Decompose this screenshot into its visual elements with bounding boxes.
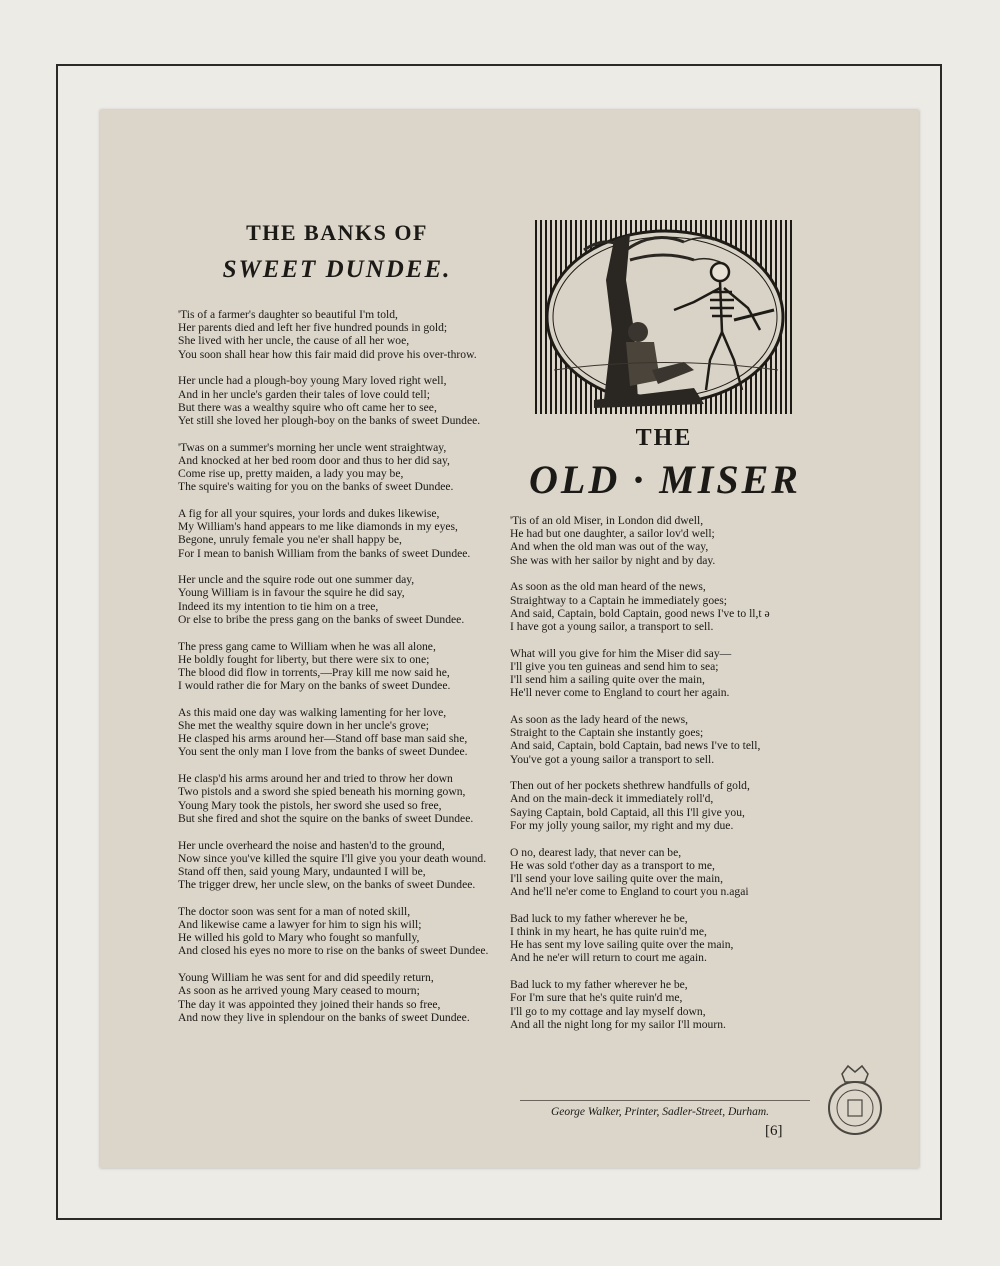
verse-line: He'll never come to England to court her again. — [510, 686, 730, 700]
verse-line: Her uncle overheard the noise and hasten'd to the ground, — [178, 838, 445, 852]
verse-line: The squire's waiting for you on the banks of sweet Dundee. — [178, 480, 454, 494]
left-stanza — [178, 772, 500, 825]
verse-line: And said, Captain, bold Captain, bad news I've to tell, — [510, 739, 761, 753]
verse-line: Young Mary took the pistols, her sword she used so free, — [178, 798, 442, 812]
verse-line: And in her uncle's garden their tales of love could tell; — [178, 387, 430, 401]
woodcut-illustration — [534, 220, 796, 414]
right-stanza — [510, 978, 818, 1031]
left-stanza — [178, 706, 500, 759]
verse-line: You sent the only man I love from the banks of sweet Dundee. — [178, 745, 468, 759]
verse-line: And he ne'er will return to court me again. — [510, 951, 707, 965]
verse-line: Stand off then, said young Mary, undaunted I will be, — [178, 864, 426, 878]
verse-line: And he'll ne'er come to England to court you n.agai — [510, 885, 749, 899]
verse-line: The trigger drew, her uncle slew, on the banks of sweet Dundee. — [178, 878, 476, 892]
left-stanza — [178, 905, 500, 958]
verse-line: Begone, unruly female you ne'er shall happy be, — [178, 533, 402, 547]
verse-line: Young William he was sent for and did speedily return, — [178, 971, 434, 985]
left-stanza — [178, 839, 500, 892]
verse-line: She was with her sailor by night and by day. — [510, 553, 716, 567]
library-stamp-icon — [820, 1060, 890, 1140]
right-stanza — [510, 647, 818, 700]
verse-line: My William's hand appears to me like diamonds in my eyes, — [178, 520, 458, 534]
verse-line: For my jolly young sailor, my right and my due. — [510, 818, 734, 832]
verse-line: And closed his eyes no more to rise on the banks of sweet Dundee. — [178, 944, 489, 958]
left-stanza — [178, 308, 500, 361]
verse-line: Indeed its my intention to tie him on a tree, — [178, 599, 379, 613]
imprint-rule — [520, 1100, 810, 1101]
verse-line: And likewise came a lawyer for him to sign his will; — [178, 918, 422, 932]
verse-line: Her uncle had a plough-boy young Mary loved right well, — [178, 374, 447, 388]
verse-line: Then out of her pockets shethrew handfulls of gold, — [510, 779, 750, 793]
verse-line: I'll send him a sailing quite over the main, — [510, 673, 705, 687]
left-stanza — [178, 573, 500, 626]
verse-line: But there was a wealthy squire who oft came her to see, — [178, 400, 437, 414]
right-title-line1: THE — [635, 425, 693, 451]
verse-line: The press gang came to William when he was all alone, — [178, 639, 436, 653]
left-stanza — [178, 374, 500, 427]
verse-line: And when the old man was out of the way, — [510, 540, 709, 554]
verse-line: I'll send your love sailing quite over the main, — [510, 871, 723, 885]
left-stanza — [178, 640, 500, 693]
verse-line: I'll give you ten guineas and send him to sea; — [510, 659, 719, 673]
broadside-sheet — [100, 110, 919, 1168]
verse-line: 'Twas on a summer's morning her uncle went straightway, — [178, 440, 447, 454]
left-ballad-text — [178, 308, 500, 1037]
verse-line: Straightway to a Captain he immediately goes; — [510, 593, 728, 607]
verse-line: And said, Captain, bold Captain, good news I've to ll,t ə — [510, 606, 770, 620]
verse-line: 'Tis of an old Miser, in London did dwell, — [510, 514, 704, 527]
right-stanza — [510, 779, 818, 832]
verse-line: You soon shall hear how this fair maid did prove his over-throw. — [178, 347, 477, 361]
verse-line: Young William is in favour the squire he did say, — [178, 586, 405, 600]
verse-line: He clasp'd his arms around her and tried to throw her down — [178, 772, 453, 786]
verse-line: The blood did flow in torrents,—Pray kill me now said he, — [178, 665, 450, 679]
verse-line: He clasped his arms around her—Stand off base man said she, — [178, 732, 468, 746]
verse-line: She met the wealthy squire down in her uncle's grove; — [178, 719, 429, 733]
verse-line: Two pistols and a sword she spied beneath his morning gown, — [178, 785, 466, 799]
verse-line: I would rather die for Mary on the banks of sweet Dundee. — [178, 679, 451, 693]
verse-line: The doctor soon was sent for a man of noted skill, — [178, 904, 411, 918]
verse-line: The day it was appointed they joined their hands so free, — [178, 997, 441, 1011]
verse-line: I'll go to my cottage and lay myself down, — [510, 1004, 706, 1018]
verse-line: As this maid one day was walking lamenting for her love, — [178, 705, 447, 719]
verse-line: She lived with her uncle, the cause of all her woe, — [178, 334, 410, 348]
verse-line: For I mean to banish William from the banks of sweet Dundee. — [178, 546, 471, 560]
verse-line: O no, dearest lady, that never can be, — [510, 845, 682, 859]
right-ballad-text — [510, 514, 818, 1045]
right-title-line2: OLD · MISER — [529, 457, 801, 502]
verse-line: I have got a young sailor, a transport to sell. — [510, 619, 714, 633]
right-stanza — [510, 514, 818, 567]
verse-line: He boldly fought for liberty, but there were six to one; — [178, 652, 430, 666]
printer-imprint: George Walker, Printer, Sadler-Street, Durham. — [550, 1106, 770, 1118]
left-title-line1: THE BANKS OF — [246, 220, 428, 245]
right-stanza — [510, 912, 818, 965]
verse-line: A fig for all your squires, your lords and dukes likewise, — [178, 506, 440, 520]
verse-line: And all the night long for my sailor I'll mourn. — [510, 1017, 726, 1031]
right-stanza — [510, 846, 818, 899]
verse-line: He had but one daughter, a sailor lov'd well; — [510, 527, 715, 541]
verse-line: As soon as the lady heard of the news, — [510, 712, 689, 726]
verse-line: What will you give for him the Miser did say— — [510, 646, 732, 660]
verse-line: Straight to the Captain she instantly goes; — [510, 726, 704, 740]
verse-line: I think in my heart, he has quite ruin'd me, — [510, 925, 707, 939]
verse-line: 'Tis of a farmer's daughter so beautiful I'm told, — [178, 308, 398, 321]
verse-line: For I'm sure that he's quite ruin'd me, — [510, 991, 683, 1005]
verse-line: Bad luck to my father wherever he be, — [510, 978, 688, 992]
verse-line: Bad luck to my father wherever he be, — [510, 911, 688, 925]
verse-line: Her uncle and the squire rode out one summer day, — [178, 573, 415, 587]
verse-line: Now since you've killed the squire I'll give you your death wound. — [178, 851, 487, 865]
page-number: [6] — [765, 1123, 783, 1139]
left-stanza — [178, 971, 500, 1024]
left-title-line2: SWEET DUNDEE. — [222, 256, 452, 283]
verse-line: Saying Captain, bold Captaid, all this I'll give you, — [510, 805, 745, 819]
verse-line: And on the main-deck it immediately roll'd, — [510, 792, 714, 806]
left-stanza — [178, 441, 500, 494]
verse-line: You've got a young sailor a transport to sell. — [510, 752, 715, 766]
verse-line: Yet still she loved her plough-boy on the banks of sweet Dundee. — [178, 413, 481, 427]
verse-line: Come rise up, pretty maiden, a lady you may be, — [178, 467, 404, 481]
verse-line: Her parents died and left her five hundred pounds in gold; — [178, 321, 448, 335]
verse-line: But she fired and shot the squire on the banks of sweet Dundee. — [178, 811, 474, 825]
verse-line: As soon as he arrived young Mary ceased to mourn; — [178, 984, 420, 998]
verse-line: As soon as the old man heard of the news, — [510, 580, 706, 594]
verse-line: He was sold t'other day as a transport to me, — [510, 858, 715, 872]
verse-line: And knocked at her bed room door and thus to her did say, — [178, 453, 450, 467]
verse-line: Or else to bribe the press gang on the banks of sweet Dundee. — [178, 612, 465, 626]
verse-line: He has sent my love sailing quite over the main, — [510, 938, 734, 952]
left-stanza — [178, 507, 500, 560]
verse-line: He willed his gold to Mary who fought so manfully, — [178, 931, 420, 945]
right-stanza — [510, 580, 818, 633]
right-stanza — [510, 713, 818, 766]
verse-line: And now they live in splendour on the banks of sweet Dundee. — [178, 1010, 470, 1024]
